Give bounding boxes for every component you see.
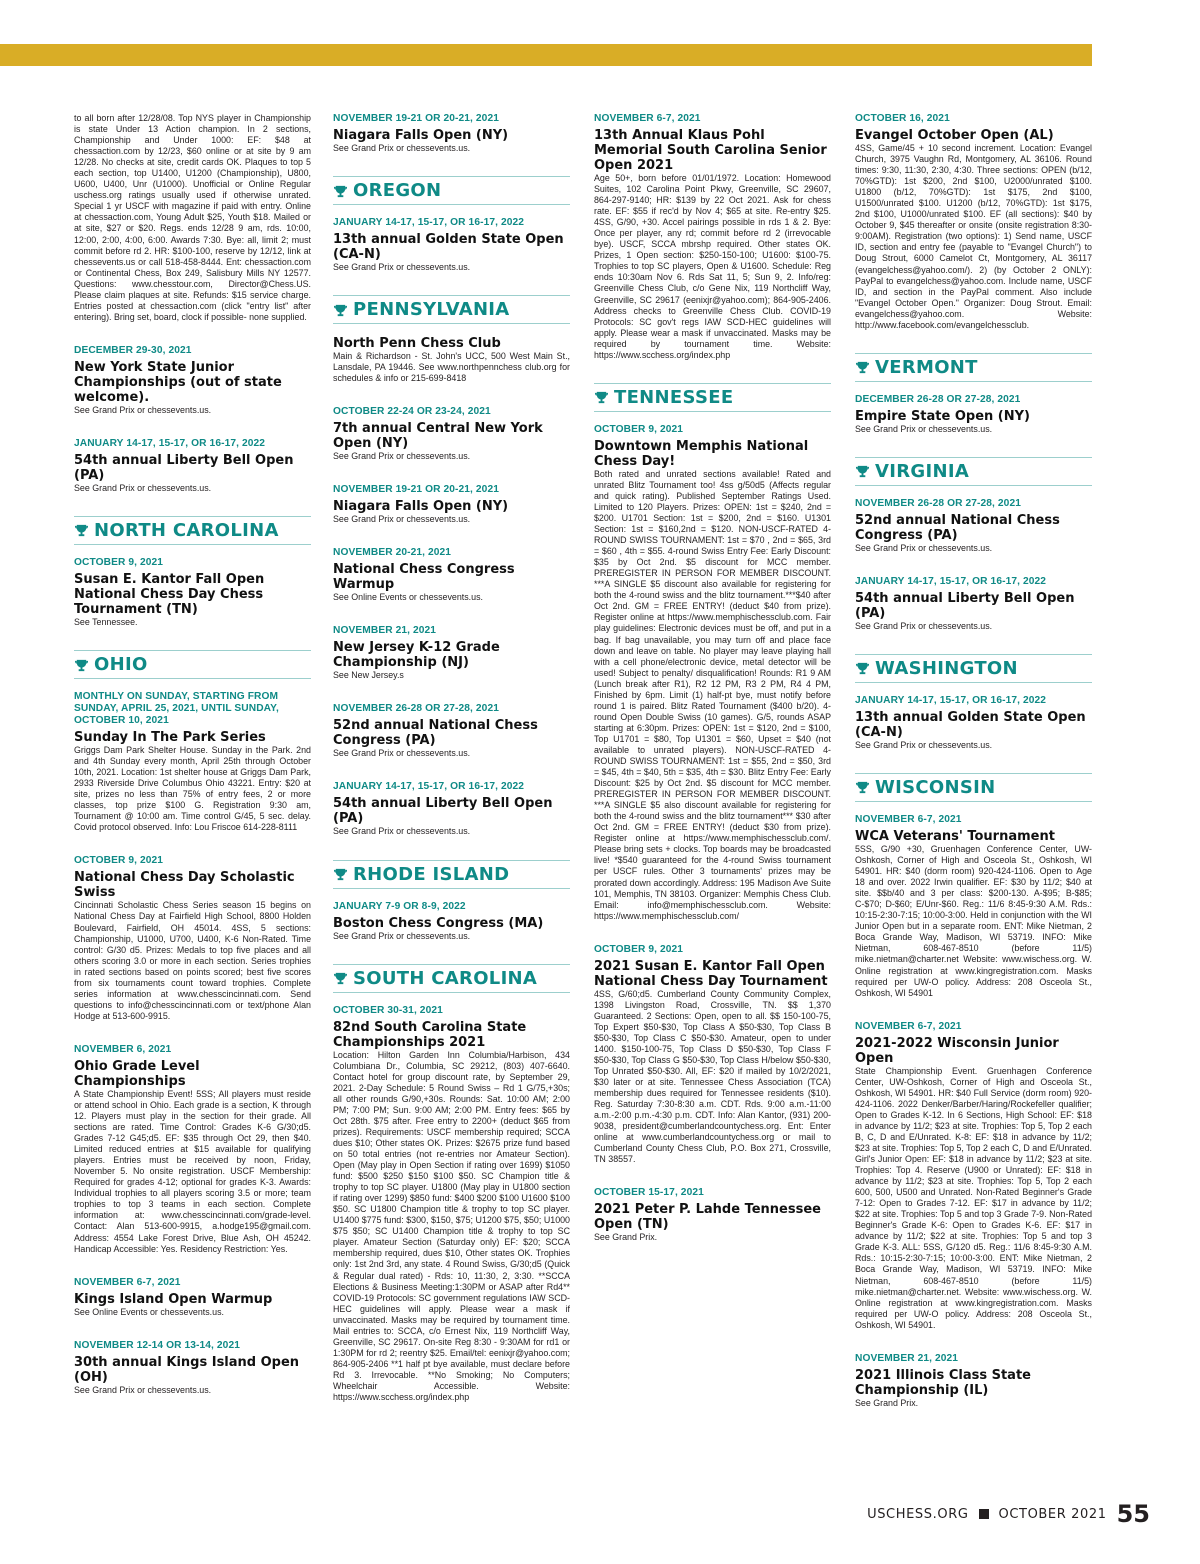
event-date: NOVEMBER 6-7, 2021 — [74, 1276, 181, 1288]
event-details: See Grand Prix or chessevents.us. — [855, 739, 993, 750]
event-listing — [333, 1005, 570, 1404]
event-title: Niagara Falls Open (NY) — [333, 499, 509, 515]
event-listing — [855, 498, 1092, 554]
column-1 — [74, 113, 311, 1488]
event-listing — [594, 113, 831, 361]
event-title: New York State Junior Championships (out of state welcome). — [74, 359, 282, 405]
event-details: See Grand Prix or chessevents.us. — [333, 826, 471, 837]
event-listing — [855, 1353, 1092, 1409]
event-details: Cincinnati Scholastic Chess Series season 15 begins on National Chess Day at Fairfield High School, 8800 Holden Boulevard, Fairfield, OH 45014. 4SS, 5 sections: Championship, U1000, U700, U400, K-6 Non-Rated. Time control: G/30 d5. Prizes: Medals to top five places and all others scoring 3.0 or more in each section. Series trophies in rated sections based on points scored; best five scores from six tournaments count toward trophies. Complete series information at www.chesscincinnati.com. Send questions to info@chesscincinnati.com or text/phone Alan Hodge at 513-600-9915. — [74, 900, 311, 1021]
state-name: RHODE ISLAND — [353, 863, 510, 885]
event-listing — [855, 394, 1092, 435]
event-details: See Grand Prix or chessevents.us. — [333, 451, 471, 462]
event-date: NOVEMBER 26-28 OR 27-28, 2021 — [333, 703, 499, 715]
event-listing — [74, 1044, 311, 1255]
event-details: See Grand Prix or chessevents.us. — [855, 542, 993, 553]
event-date: JANUARY 14-17, 15-17, OR 16-17, 2022 — [333, 781, 525, 793]
event-details: A State Championship Event! 5SS; All players must reside or attend school in Ohio. Each grade is a section, K through 12. Players must play in the section for their grade. All sections are rated. Time Control: Grades K-6 G/30;d5. Grades 7-12 G45;d5. EF: $35 through Oct 29, then $40. Limited reduced entries at $15 available for qualifying players. Entries must be received by noon, Friday, November 5. No onsite registration. USCF Membership: Required for grades 4-12; optional for grades K-3. Awards: Individual trophies to all players scoring 3.5 or more; team trophies to top 3 teams in each section. Complete information at: www.chesscincinnati.com/grade-level. Contact: Alan 513-600-9915, a.hodge195@gmail.com. Address: 4554 Lake Forest Drive, Blue Ash, OH 45242. Handicap Accessible: Yes. Residency Restriction: Yes. — [74, 1088, 311, 1254]
event-listing — [333, 547, 570, 603]
state-header — [333, 176, 570, 205]
event-details: See Grand Prix or chessevents.us. — [333, 143, 471, 153]
event-title: New Jersey K-12 Grade Championship (NJ) — [333, 640, 500, 671]
trophy-icon — [74, 523, 89, 538]
listing-continued-text: to all born after 12/28/08. Top NYS player in Championship is state Under 13 Action champion. In 2 sections, Championship and Under 1000: EF: $48 at chessaction.com by 12/23, $60 online or at site by 9 am 12/28. No checks at site, credit cards OK. Plaques to top 5 each section, top U1400, U1200 (Championship), U800, U600, U400, Unr (U1000). Unofficial or Online Regular uschess.org ratings usually used if otherwise unrated. Special 1 yr USCF with magazine if paid with entry. Online at chessaction.com, Young Adult $25, Youth $18. Mailed or at site, $27 or $20. Regs. ends 12/28 9 am, rds. 10:00, 12:00, 2:00, 4:00, 6:00. Awards 7:30. Bye: all, limit 2; must commit before rd 2. HR: $100-100, reserve by 12/12, link at chessevents.us or call 518-458-8444. Ent: chessaction.com or Continental Chess, Box 249, Salisbury Mills NY 12577. Questions: www.chesstour.com, Director@Chess.US. Please claim plaques at site. Refunds: $15 service charge. Entries posted at chessaction.com (click "entry list" after entering). Bring set, board, clock if possible- none supplied. — [74, 113, 311, 322]
event-title: 2021 Susan E. Kantor Fall Open National Chess Day Tournament — [594, 958, 828, 989]
event-title: Susan E. Kantor Fall Open National Chess Day Chess Tournament (TN) — [74, 571, 265, 617]
event-details: 5SS, G/90 +30, Gruenhagen Conference Center, UW-Oshkosh, Corner of High and Osceola St., Oshkosh, WI 54901. HR: $40 (dorm room) 920-424-1106. Open to Age 18 and over. 2022 Irwin qualifier. EF: $30 by 11/2; $40 at site. $$b/40 and 3 per class: $200-130. A-$95; B-$85; C-$70; D-$60; E/Unr-$60. Reg.: 11/6 8:45-9:30 A.M. Rds.: 10:15-2:30-7:15; 10:00-3:00. Held in conjunction with the WI Junior Open but in a separate room. ENT: Mike Nietman, 2 Boca Grande Way, Madison, WI 53719. INFO: Mike Nietman, 608-467-8510 (before 11/5) mike.nietman@charter.net Website: www.wischess.org. W. Online registration at www.kingregistration.com. Masks required per UW-O policy. Address: 208 Osceola St., Oshkosh, WI 54901 — [855, 843, 1092, 998]
event-listing — [74, 345, 311, 416]
event-listing — [855, 695, 1092, 751]
event-details: See Online Events or chessevents.us. — [74, 1306, 224, 1317]
event-title: National Chess Congress Warmup — [333, 562, 515, 593]
event-title: 13th Annual Klaus Pohl Memorial South Carolina Senior Open 2021 — [594, 128, 827, 173]
state-header — [333, 964, 570, 993]
event-title: Niagara Falls Open (NY) — [333, 128, 509, 143]
event-listing — [74, 557, 311, 628]
page-footer — [770, 1496, 1150, 1532]
event-date: NOVEMBER 21, 2021 — [333, 625, 437, 637]
event-details: See Grand Prix or chessevents.us. — [74, 404, 212, 415]
accent-bar — [0, 44, 1092, 66]
event-date: NOVEMBER 26-28 OR 27-28, 2021 — [855, 497, 1021, 509]
trophy-icon — [333, 971, 348, 986]
event-listing — [333, 113, 570, 154]
state-header — [594, 383, 831, 412]
event-title: Evangel October Open (AL) — [855, 128, 1054, 143]
event-details: See Grand Prix. — [855, 1397, 919, 1408]
event-title: Boston Chess Congress (MA) — [333, 915, 544, 931]
event-title: 30th annual Kings Island Open (OH) — [74, 1354, 300, 1385]
trophy-icon — [855, 464, 870, 479]
event-listing — [855, 1021, 1092, 1331]
event-listing — [333, 781, 570, 837]
state-name: NORTH CAROLINA — [94, 519, 279, 541]
event-date: NOVEMBER 19-21 OR 20-21, 2021 — [333, 484, 499, 496]
event-date: JANUARY 14-17, 15-17, OR 16-17, 2022 — [74, 437, 266, 449]
trophy-icon — [855, 360, 870, 375]
event-details: See New Jersey.s — [333, 670, 404, 681]
state-header — [333, 295, 570, 324]
event-listing — [74, 438, 311, 494]
state-header — [855, 353, 1092, 382]
event-details: Age 50+, born before 01/01/1972. Location: Homewood Suites, 102 Carolina Point Pkwy, Greenville, SC 29607, 864-297-9140; HR: $139 by 22 Oct 2021. Ask for chess rate. EF: $55 if rec'd by Nov 4; $65 at site. Re-entry $25. 4SS, G/90, +30. Accel pairings possible in rds 1 & 2. Bye: Once per player, any rd; commit before rd 2 (irrevocable bye). USCF, SCCA mbrshp required. Other states OK. Prizes, 1 Open section: $250-150-100; U1600: $100-75. Trophies to top SC players, Open & U1600. Schedule: Reg ends 10:30am Nov 6. Rds Sat 11, 5; Sun 9, 2. Info/reg: Greenville Chess Club, c/o Gene Nix, 119 Northcliff Way, Greenville, SC 29617 (eenixjr@yahoo.com); 864-905-2406. Address checks to Greenville Chess Club. COVID-19 Protocols: SC gov't regs IAW SCD-HEC guidelines will apply. Please wear a mask if unvaccinated. Masks may be required by tournament time. Website: https://www.scchess.org/index.php — [594, 173, 831, 360]
event-title: North Penn Chess Club — [333, 336, 501, 352]
footer-site: USCHESS.ORG — [867, 1506, 969, 1522]
event-title: 82nd South Carolina State Championships 2021 — [333, 1019, 527, 1050]
state-name: WISCONSIN — [875, 776, 996, 798]
trophy-icon — [855, 661, 870, 676]
event-listing — [74, 1340, 311, 1396]
event-details: Location: Hilton Garden Inn Columbia/Harbison, 434 Columbiana Dr., Columbia, SC 29212, (803) 407-6640. Contact hotel for group discount rate, by September 29, 2021. 2-Day Schedule: 5 Round Swiss – Rd 1 G/75,+30s; all other rounds G/90,+30s. Rounds: Sat. 10:00 AM; 2:00 PM; 7:00 PM; Sun. 9:00 AM; 2:00 PM. Entry fees: $65 by Oct 28th. $75 after. Free entry to 2200+ (deduct $65 from prizes). Requirements: USCF membership required; SCCA dues $10; Other states OK. Prizes: $2675 prize fund based on 50 total entries (not re-entries nor Amateur Section). Open (May play in Open Section if rating over 1699) $1050 fund: $500 $250 $150 $100 $50. SC Champion title & trophy to top SC player. U1800 (May play in U1800 section if rating over 1299) $850 fund: $400 $200 $100 U1600 $100 $50. SC U1800 Champion title & trophy to top SC player. U1400 $775 fund: $300, $150, $75; U1200 $75, $50; U1000 $75 $50; SC U1400 Champion title & trophy to top SC player. Amateur Section (Saturday only) EF: $20; SCCA membership required, dues $10, Other states OK. Trophies only: 1st 2nd 3rd, any state. 4 Round Swiss, G/30;d5 (Quick & Regular dual rated) - Rds: 10, 11:30, 2, 3:30. **SCCA Elections & Business Meeting:1:30PM or ASAP after Rd4** COVID-19 Protocols: SC government regulations IAW SCD-HEC guidelines will apply. Please wear a mask if unvaccinated. Masks may be required by tournament time. Mail entries to: SCCA, c/o Ernest Nix, 119 Northcliff Way, Greenville, SC 29617. On-site Reg 8:30 - 9:30AM for rd1 or 1:30PM for rd 2; reentry $25. Email/tel: eenixjr@yahoo.com; 864-905-2406 **1 half pt bye available, must declare before Rd 3. Irrevocable. **No Smoking; No Computers; Wheelchair Accessible. Website: https://www.scchess.org/index.php — [333, 1049, 570, 1403]
event-date: OCTOBER 15-17, 2021 — [594, 1187, 704, 1199]
event-title: 2021 Peter P. Lahde Tennessee Open (TN) — [594, 1202, 821, 1233]
event-title: 13th annual Golden State Open (CA-N) — [333, 232, 564, 263]
event-details: See Grand Prix or chessevents.us. — [333, 930, 471, 941]
event-date: JANUARY 14-17, 15-17, OR 16-17, 2022 — [855, 694, 1047, 706]
event-listing — [74, 1277, 311, 1318]
state-name: TENNESSEE — [614, 386, 734, 408]
state-header — [855, 654, 1092, 683]
event-listing — [74, 691, 311, 833]
event-title: 54th annual Liberty Bell Open (PA) — [74, 452, 294, 483]
event-listing — [594, 424, 831, 922]
event-title: 52nd annual National Chess Congress (PA) — [333, 718, 538, 749]
event-details: See Online Events or chessevents.us. — [333, 592, 483, 603]
event-details: Griggs Dam Park Shelter House. Sunday in the Park. 2nd and 4th Sunday every month, April 25th through October 10th, 2021. Location: 1st shelter house at Griggs Dam Park, 2933 Riverside Drive Columbus Ohio 43221. Entry: $20 at site, prizes no less than 75% of entry fees, 2 or more classes, top prize $100 G. Registration 9:30 am, Tournament @ 10:00 am. Time control G/45, 5 sec. delay. Covid protocol observed. Info: Lou Friscoe 614-228-8111 — [74, 745, 311, 833]
event-title: 13th annual Golden State Open (CA-N) — [855, 709, 1086, 740]
event-details: 4SS, Game/45 + 10 second increment. Location: Evangel Church, 3975 Vaughn Rd, Montgomery, AL 36106. Round times: 9:30, 11:30, 2:30, 4:30. Three sections: OPEN (b/12, 70%GTD): 1st $200, 2nd $100, U2000/unrated $100. U1800 (b/12, 70%GTD): 1st $175, 2nd $100, U1500/unrated $100. U1200 (b/12, 70%GTD): 1st $175, 2nd $100, U1000/unrated $100. EF (all sections): $40 by October 9, $45 thereafter or onsite (onsite registration 8:30-9:00AM). Registration (two options): 1) Send name, USCF ID, section and entry fee (payable to "Evangel Church") to Doug Strout, 6000 Camelot Ct, Montgomery, AL 36117 (evangelchess@yahoo.com/). 2) (by October 2 ONLY): PayPal to evangelchess@yahoo.com. Include name, USCF ID, and section in the PayPal comment. Also include "Evangel October Open." Organizer: Doug Strout. Email: evangelchess@yahoo.com. Website: http://www.facebook.com/evangelchessclub. — [855, 143, 1092, 330]
event-date: NOVEMBER 6-7, 2021 — [855, 813, 962, 825]
event-date: NOVEMBER 6-7, 2021 — [594, 113, 701, 124]
event-date: NOVEMBER 6-7, 2021 — [855, 1020, 962, 1032]
event-listing — [855, 113, 1092, 331]
state-header — [74, 650, 311, 679]
event-date: OCTOBER 9, 2021 — [74, 855, 164, 867]
event-listing — [855, 814, 1092, 999]
trophy-icon — [855, 780, 870, 795]
column-2 — [333, 113, 570, 1488]
event-date: JANUARY 7-9 OR 8-9, 2022 — [333, 900, 466, 912]
event-title: Empire State Open (NY) — [855, 408, 1030, 424]
event-details: See Grand Prix or chessevents.us. — [855, 620, 993, 631]
event-listing — [333, 625, 570, 681]
event-date: NOVEMBER 20-21, 2021 — [333, 547, 452, 559]
event-date: MONTHLY ON SUNDAY, STARTING FROM SUNDAY, APRIL 25, 2021, UNTIL SUNDAY, OCTOBER 10, 2021 — [74, 691, 279, 727]
event-date: JANUARY 14-17, 15-17, OR 16-17, 2022 — [333, 217, 525, 229]
event-details: See Grand Prix or chessevents.us. — [74, 482, 212, 493]
event-title: 2021 Illinois Class State Championship (IL) — [855, 1367, 1031, 1398]
event-listing — [594, 944, 831, 1166]
event-details: See Grand Prix. — [594, 1232, 658, 1243]
event-listing — [594, 1187, 831, 1243]
event-details: See Grand Prix or chessevents.us. — [74, 1384, 212, 1395]
event-details: See Grand Prix or chessevents.us. — [333, 262, 471, 273]
event-date: NOVEMBER 19-21 OR 20-21, 2021 — [333, 113, 499, 124]
column-3 — [594, 113, 831, 1488]
state-name: VERMONT — [875, 356, 978, 378]
event-listing — [333, 336, 570, 384]
event-listing — [74, 855, 311, 1022]
event-date: OCTOBER 30-31, 2021 — [333, 1004, 443, 1016]
page-number: 55 — [1116, 1500, 1150, 1528]
footer-square-icon — [979, 1509, 989, 1519]
event-title: 52nd annual National Chess Congress (PA) — [855, 512, 1060, 543]
event-listing — [333, 703, 570, 759]
event-details: See Tennessee. — [74, 616, 138, 627]
footer-issue: OCTOBER 2021 — [998, 1506, 1107, 1522]
state-header — [333, 860, 570, 889]
event-title: 54th annual Liberty Bell Open (PA) — [333, 796, 553, 827]
state-name: VIRGINIA — [875, 460, 970, 482]
event-listing — [855, 576, 1092, 632]
event-title: National Chess Day Scholastic Swiss — [74, 870, 295, 901]
event-listing — [333, 484, 570, 525]
event-title: 54th annual Liberty Bell Open (PA) — [855, 590, 1075, 621]
trophy-icon — [333, 303, 348, 318]
event-details: Both rated and unrated sections available! Rated and unrated Blitz Tournament too! 4ss g/50d5 (Affects regular and quick rating). Published September Ratings Used. Limited to 120 Players. Prizes: OPEN: 1st = $240, 2nd = $200. U1701 Section: 1st = $200, 2nd = $160. U1301 Section: 1st = $160,2nd = $120. NON-USCF-RATED 4-ROUND SWISS TOURNAMENT: 1st = $70 , 2nd = $65, 3rd = $60 , 4th = $55. 4-round Swiss Entry Fee: Early Discount: $35 by Oct 2nd. $5 discount for MCC member. PREREGISTER IN PERSON FOR MEMBER DISCOUNT. ***A SINGLE $5 discount also available for registering for both the 4-round swiss and the blitz tournament.***$40 after Oct 2nd. GM = FREE ENTRY! (deduct $40 from prize). Register online at https://www.memphischessclub.com. Fair play guidelines: Electronic devices must be off, and put in a bag. If bag unavailable, you may turn off and place face down and leave on table. No player may leave playing hall with a cell phone/electronic device, metal detector will be used! Subject to penalty/ disqualification! Rounds: R1 9 AM (Lunch break after R1), R2 12 PM, R3 2 PM, R4 4 PM, Finished by 6pm. Limit (1) half-pt bye, must notify before round 1 is paired. Blitz Rated Tournament ($400 b/20). 4-round Open Double Swiss (10 games). G/5, rounds ASAP starting at 6:30pm. Prizes: OPEN: 1st = $120, 2nd = $100, Top U1701 = $80, Top U1301 = $60, Upset = $40 (not available to unrated players). NON-USCF-RATED 4-ROUND SWISS TOURNAMENT: 1st = $55, 2nd = $50, 3rd = $45, 4th = $40, 5th = $35, 4th = $30. Blitz Entry Fee: Early Discount: $25 by Oct 2nd. $5 discount for MCC member. PREREGISTER IN PERSON FOR MEMBER DISCOUNT. ***A SINGLE $5 also discount available for registering for both the 4-round swiss and the blitz tournament*** $30 after Oct 2nd. GM = FREE ENTRY! (deduct $30 from prize). Register online at https://www.memphischessclub.com/. Please bring sets + clocks. Top boards may be broadcasted live! *$540 guaranteed for the 4-round Swiss tournament per USCF rules. Other 3 tournaments' prizes may be prorated down accordingly. Address: 195 Madison Ave Suite 101, Memphis, TN 38103. Organizer: Memphis Chess Club. Email: info@memphischessclub.com. Website: https://www.memphischessclub.com/ — [594, 468, 831, 921]
event-details: See Grand Prix or chessevents.us. — [333, 514, 471, 525]
state-header — [74, 516, 311, 545]
trophy-icon — [74, 658, 89, 673]
event-details: 4SS, G/60;d5. Cumberland County Community Complex, 1398 Livingston Road, Crossville, TN. $$ 1,370 Guaranteed. 2 Sections: Open, open to all. $$ 150-100-75, Top Expert $50-$30, Top Class A $50-$30, Top Class B $50-$30, Top Class C $50-$30. Amateur, open to under 1400. $150-100-75, Top Class D $50-$30, Top Class F $50-$30, Top Class G $50-$30, Top Class H/below $50-$30, Top Unrated $50-$30. All, EF: $20 if mailed by 10/2/2021, $30 later or at site. Tennessee Chess Association (TCA) membership dues required for Tennessee residents ($10). Reg. Saturday 7:30-8:30 a.m. CDT. Rds. 9:00 a.m.-11:00 a.m.-2:00 p.m.-4:30 p.m. CDT. Info: Alan Kantor, (931) 200-9038, president@cumberlandcountychess.org. Ent: Enter online at www.cumberlandcountychess.org or mail to Cumberland County Chess Club, P.O. Box 271, Crossville, TN 38557. — [594, 988, 831, 1165]
event-date: OCTOBER 9, 2021 — [74, 556, 164, 568]
event-details: State Championship Event. Gruenhagen Conference Center, UW-Oshkosh, Corner of High and Osceola St., Oshkosh, WI 54901. HR: $40 Full Service (dorm room) 920-424-1106. 2022 Denker/Barber/Haring/Rockefeller qualifier; Open to Grades K-12. In 6 Sections, High School: EF: $18 in advance by 11/2; $23 at site. Trophies: Top 5, Top 2 each B, C, D and E/Unrated. K-8: EF: $18 in advance by 11/2; $23 at site. Trophies: Top 5, Top 2 each C, D and E/Unrated. Girl's Junior Open: EF: $18 in advance by 11/2; $23 at site. Trophies: Top 4. Reserve (U900 or Unrated): EF: $18 in advance by 11/2; $23 at site. Trophies: Top 5, Top 2 each 600, 500, U500 and Unrated. Non-Rated Beginner's Grade 7-12: Open to Grades 7-12. EF: $17 in advance by 11/2; $22 at site. Trophies: Top 5 and top 3 Grade 7-9. Non-Rated Beginner's Grade K-6: Open to Grades K-6. EF: $17 in advance by 11/2; $22 at site. Trophies: Top 5 and top 3 Grade K-3. ALL: 5SS, G/120 d5. Reg.: 11/6 8:45-9:30 A.M. Rds.: 10:15-2:30-7:15; 10:00-3:00. ENT: Mike Nietman, 2 Boca Grande Way, Madison, WI 53719. INFO: Mike Nietman, 608-467-8510 (before 11/5) mike.nietman@charter.net. Website: www.wischess.org. W. Online registration at www.kingregistration.com. Masks required per UW-O policy. Address: 208 Osceola St., Oshkosh, WI 54901. — [855, 1065, 1092, 1330]
state-name: PENNSYLVANIA — [353, 299, 510, 321]
state-name: OHIO — [94, 654, 148, 676]
trophy-icon — [594, 390, 609, 405]
trophy-icon — [333, 184, 348, 199]
event-date: DECEMBER 29-30, 2021 — [74, 344, 192, 356]
event-title: Ohio Grade Level Championships — [74, 1058, 200, 1089]
column-4 — [855, 113, 1092, 1488]
event-details: See Grand Prix or chessevents.us. — [855, 423, 993, 434]
event-title: 2021-2022 Wisconsin Junior Open — [855, 1035, 1059, 1066]
state-header — [855, 457, 1092, 486]
event-date: OCTOBER 9, 2021 — [594, 423, 684, 435]
event-details: See Grand Prix or chessevents.us. — [333, 748, 471, 759]
event-title: Sunday In The Park Series — [74, 730, 266, 746]
trophy-icon — [333, 867, 348, 882]
event-title: Kings Island Open Warmup — [74, 1291, 273, 1307]
event-date: OCTOBER 16, 2021 — [855, 113, 950, 124]
state-name: WASHINGTON — [875, 657, 1018, 679]
event-date: OCTOBER 9, 2021 — [594, 943, 684, 955]
event-date: NOVEMBER 12-14 OR 13-14, 2021 — [74, 1339, 240, 1351]
state-name: OREGON — [353, 180, 442, 202]
state-header — [855, 773, 1092, 802]
event-title: WCA Veterans' Tournament — [855, 828, 1055, 844]
event-date: NOVEMBER 21, 2021 — [855, 1352, 959, 1364]
state-name: SOUTH CAROLINA — [353, 967, 538, 989]
event-title: 7th annual Central New York Open (NY) — [333, 421, 543, 452]
event-listing — [333, 901, 570, 942]
event-listing — [333, 217, 570, 273]
event-listing — [333, 406, 570, 462]
event-details: Main & Richardson - St. John's UCC, 500 West Main St., Lansdale, PA 19446. See www.northpennchess club.org for schedules & info or 215-699-8418 — [333, 351, 570, 384]
event-date: NOVEMBER 6, 2021 — [74, 1043, 172, 1055]
event-date: JANUARY 14-17, 15-17, OR 16-17, 2022 — [855, 575, 1047, 587]
event-date: DECEMBER 26-28 OR 27-28, 2021 — [855, 393, 1021, 405]
event-title: Downtown Memphis National Chess Day! — [594, 438, 809, 469]
event-date: OCTOBER 22-24 OR 23-24, 2021 — [333, 406, 491, 418]
